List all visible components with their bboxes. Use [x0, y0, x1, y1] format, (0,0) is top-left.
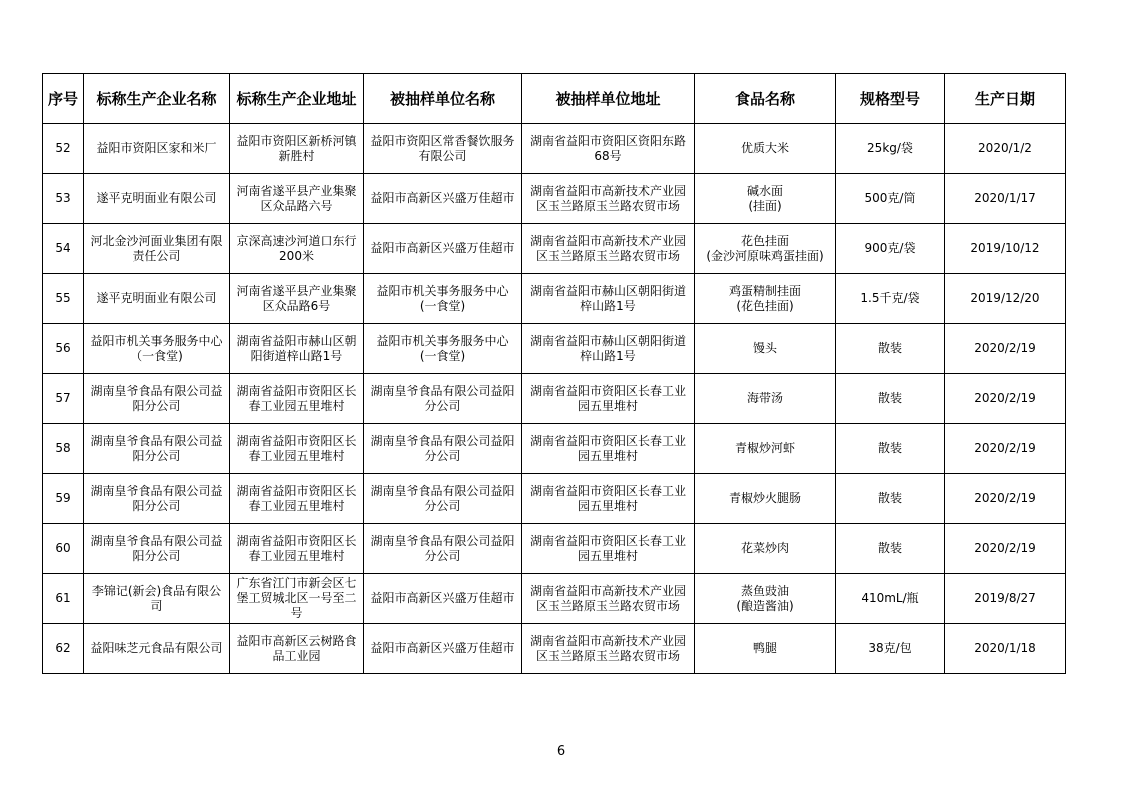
manufacturer-name-cell: 遂平克明面业有限公司 — [84, 174, 230, 224]
food-name-cell: 青椒炒火腿肠 — [695, 474, 836, 524]
production-date-cell: 2019/12/20 — [945, 274, 1066, 324]
table-row — [43, 274, 1066, 324]
header-sampled-unit-address: 被抽样单位地址 — [522, 74, 695, 124]
table-row — [43, 424, 1066, 474]
production-date-cell: 2020/1/17 — [945, 174, 1066, 224]
specification-cell: 散装 — [836, 524, 945, 574]
sampled-unit-address-cell: 湖南省益阳市资阳区资阳东路68号 — [522, 124, 695, 174]
food-name-cell: 优质大米 — [695, 124, 836, 174]
manufacturer-name-cell: 李锦记(新会)食品有限公司 — [84, 574, 230, 624]
specification-cell: 38克/包 — [836, 624, 945, 674]
production-date-cell: 2020/2/19 — [945, 424, 1066, 474]
manufacturer-name-cell: 益阳味芝元食品有限公司 — [84, 624, 230, 674]
production-date-cell: 2020/2/19 — [945, 474, 1066, 524]
serial-cell: 55 — [43, 274, 84, 324]
sampled-unit-address-cell: 湖南省益阳市资阳区长春工业园五里堆村 — [522, 474, 695, 524]
header-production-date: 生产日期 — [945, 74, 1066, 124]
serial-cell: 56 — [43, 324, 84, 374]
food-name-cell: 花色挂面 (金沙河原味鸡蛋挂面) — [695, 224, 836, 274]
sampled-unit-address-cell: 湖南省益阳市赫山区朝阳街道梓山路1号 — [522, 324, 695, 374]
sampled-unit-name-cell: 益阳市高新区兴盛万佳超市 — [364, 224, 522, 274]
manufacturer-name-cell: 湖南皇爷食品有限公司益阳分公司 — [84, 374, 230, 424]
serial-cell: 54 — [43, 224, 84, 274]
sampled-unit-address-cell: 湖南省益阳市高新技术产业园区玉兰路原玉兰路农贸市场 — [522, 174, 695, 224]
table-row — [43, 224, 1066, 274]
table-row — [43, 524, 1066, 574]
production-date-cell: 2019/8/27 — [945, 574, 1066, 624]
manufacturer-address-cell: 河南省遂平县产业集聚区众品路6号 — [230, 274, 364, 324]
food-name-cell: 海带汤 — [695, 374, 836, 424]
manufacturer-address-cell: 湖南省益阳市资阳区长春工业园五里堆村 — [230, 524, 364, 574]
serial-cell: 52 — [43, 124, 84, 174]
production-date-cell: 2019/10/12 — [945, 224, 1066, 274]
manufacturer-name-cell: 河北金沙河面业集团有限责任公司 — [84, 224, 230, 274]
sampled-unit-name-cell: 益阳市高新区兴盛万佳超市 — [364, 174, 522, 224]
serial-cell: 53 — [43, 174, 84, 224]
food-name-cell: 馒头 — [695, 324, 836, 374]
food-name-cell: 鸡蛋精制挂面 (花色挂面) — [695, 274, 836, 324]
serial-cell: 59 — [43, 474, 84, 524]
manufacturer-name-cell: 遂平克明面业有限公司 — [84, 274, 230, 324]
header-food-name: 食品名称 — [695, 74, 836, 124]
header-specification: 规格型号 — [836, 74, 945, 124]
table-row — [43, 324, 1066, 374]
table-row — [43, 474, 1066, 524]
header-manufacturer-address: 标称生产企业地址 — [230, 74, 364, 124]
specification-cell: 散装 — [836, 324, 945, 374]
serial-cell: 57 — [43, 374, 84, 424]
manufacturer-address-cell: 湖南省益阳市赫山区朝阳街道梓山路1号 — [230, 324, 364, 374]
sampled-unit-name-cell: 益阳市机关事务服务中心 (一食堂) — [364, 324, 522, 374]
table-row — [43, 374, 1066, 424]
header-sampled-unit-name: 被抽样单位名称 — [364, 74, 522, 124]
table-row — [43, 124, 1066, 174]
sampled-unit-name-cell: 湖南皇爷食品有限公司益阳分公司 — [364, 524, 522, 574]
sampled-unit-name-cell: 益阳市机关事务服务中心 (一食堂) — [364, 274, 522, 324]
manufacturer-address-cell: 河南省遂平县产业集聚区众品路六号 — [230, 174, 364, 224]
manufacturer-name-cell: 湖南皇爷食品有限公司益阳分公司 — [84, 524, 230, 574]
food-name-cell: 碱水面 (挂面) — [695, 174, 836, 224]
production-date-cell: 2020/2/19 — [945, 324, 1066, 374]
sampled-unit-address-cell: 湖南省益阳市资阳区长春工业园五里堆村 — [522, 374, 695, 424]
production-date-cell: 2020/1/18 — [945, 624, 1066, 674]
specification-cell: 410mL/瓶 — [836, 574, 945, 624]
manufacturer-name-cell: 益阳市资阳区家和米厂 — [84, 124, 230, 174]
sampling-table — [42, 73, 1066, 674]
table-row — [43, 174, 1066, 224]
manufacturer-address-cell: 湖南省益阳市资阳区长春工业园五里堆村 — [230, 374, 364, 424]
sampled-unit-name-cell: 湖南皇爷食品有限公司益阳分公司 — [364, 474, 522, 524]
production-date-cell: 2020/2/19 — [945, 524, 1066, 574]
manufacturer-name-cell: 湖南皇爷食品有限公司益阳分公司 — [84, 424, 230, 474]
sampled-unit-address-cell: 湖南省益阳市高新技术产业园区玉兰路原玉兰路农贸市场 — [522, 624, 695, 674]
serial-cell: 58 — [43, 424, 84, 474]
food-name-cell: 花菜炒肉 — [695, 524, 836, 574]
table-body — [43, 124, 1066, 674]
sampled-unit-name-cell: 益阳市资阳区常香餐饮服务有限公司 — [364, 124, 522, 174]
sampled-unit-address-cell: 湖南省益阳市资阳区长春工业园五里堆村 — [522, 424, 695, 474]
sampled-unit-address-cell: 湖南省益阳市高新技术产业园区玉兰路原玉兰路农贸市场 — [522, 574, 695, 624]
manufacturer-name-cell: 湖南皇爷食品有限公司益阳分公司 — [84, 474, 230, 524]
header-manufacturer-name: 标称生产企业名称 — [84, 74, 230, 124]
specification-cell: 500克/筒 — [836, 174, 945, 224]
specification-cell: 1.5千克/袋 — [836, 274, 945, 324]
manufacturer-address-cell: 益阳市资阳区新桥河镇新胜村 — [230, 124, 364, 174]
specification-cell: 散装 — [836, 474, 945, 524]
specification-cell: 900克/袋 — [836, 224, 945, 274]
sampled-unit-address-cell: 湖南省益阳市高新技术产业园区玉兰路原玉兰路农贸市场 — [522, 224, 695, 274]
sampled-unit-name-cell: 湖南皇爷食品有限公司益阳分公司 — [364, 424, 522, 474]
food-name-cell: 鸭腿 — [695, 624, 836, 674]
manufacturer-address-cell: 湖南省益阳市资阳区长春工业园五里堆村 — [230, 474, 364, 524]
serial-cell: 60 — [43, 524, 84, 574]
manufacturer-address-cell: 湖南省益阳市资阳区长春工业园五里堆村 — [230, 424, 364, 474]
header-serial: 序号 — [43, 74, 84, 124]
table-row — [43, 624, 1066, 674]
specification-cell: 散装 — [836, 424, 945, 474]
page-number: 6 — [556, 744, 566, 759]
manufacturer-address-cell: 京深高速沙河道口东行200米 — [230, 224, 364, 274]
food-name-cell: 青椒炒河虾 — [695, 424, 836, 474]
specification-cell: 散装 — [836, 374, 945, 424]
production-date-cell: 2020/2/19 — [945, 374, 1066, 424]
specification-cell: 25kg/袋 — [836, 124, 945, 174]
serial-cell: 61 — [43, 574, 84, 624]
manufacturer-address-cell: 广东省江门市新会区七堡工贸城北区一号至二号 — [230, 574, 364, 624]
food-name-cell: 蒸鱼豉油 (酿造酱油) — [695, 574, 836, 624]
sampled-unit-address-cell: 湖南省益阳市赫山区朝阳街道梓山路1号 — [522, 274, 695, 324]
sampled-unit-name-cell: 益阳市高新区兴盛万佳超市 — [364, 624, 522, 674]
sampled-unit-name-cell: 益阳市高新区兴盛万佳超市 — [364, 574, 522, 624]
production-date-cell: 2020/1/2 — [945, 124, 1066, 174]
sampled-unit-address-cell: 湖南省益阳市资阳区长春工业园五里堆村 — [522, 524, 695, 574]
table-row — [43, 574, 1066, 624]
serial-cell: 62 — [43, 624, 84, 674]
header-row — [43, 74, 1066, 124]
manufacturer-name-cell: 益阳市机关事务服务中心（一食堂) — [84, 324, 230, 374]
sampled-unit-name-cell: 湖南皇爷食品有限公司益阳分公司 — [364, 374, 522, 424]
manufacturer-address-cell: 益阳市高新区云树路食品工业园 — [230, 624, 364, 674]
